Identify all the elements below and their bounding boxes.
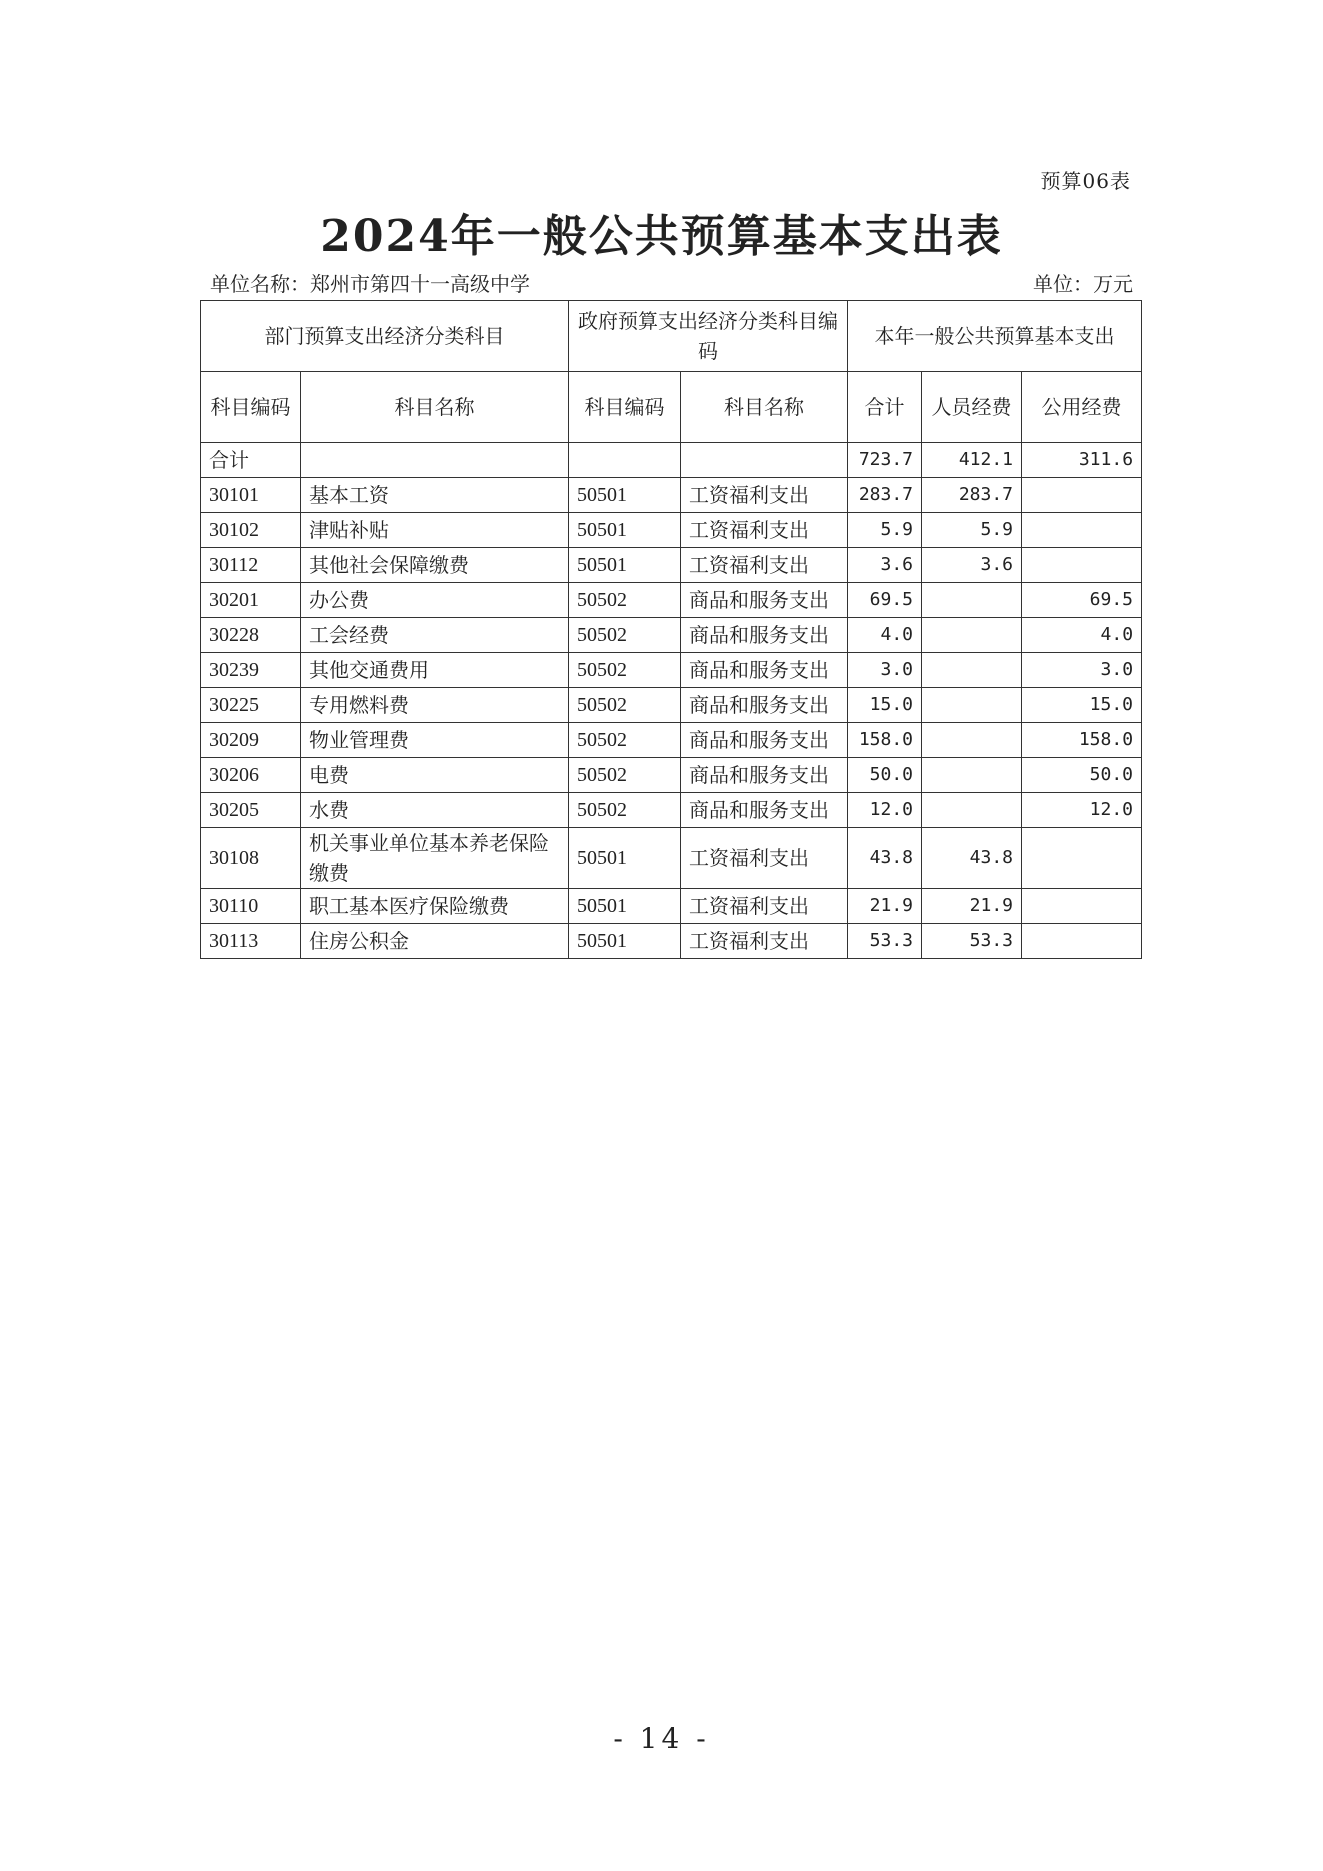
gov-name-cell: 工资福利支出 bbox=[681, 924, 848, 959]
gov-code-cell: 50502 bbox=[569, 688, 681, 723]
personnel-cell bbox=[922, 723, 1022, 758]
gov-code-cell: 50501 bbox=[569, 548, 681, 583]
public-cell bbox=[1022, 924, 1142, 959]
header-public: 公用经费 bbox=[1022, 372, 1142, 443]
gov-code-cell: 50501 bbox=[569, 924, 681, 959]
subject-code-cell: 30205 bbox=[201, 793, 301, 828]
total-sum: 723.7 bbox=[848, 443, 922, 478]
gov-name-cell: 商品和服务支出 bbox=[681, 793, 848, 828]
subject-name-cell: 机关事业单位基本养老保险缴费 bbox=[301, 828, 569, 889]
table-row bbox=[201, 513, 1142, 548]
total-cell: 21.9 bbox=[848, 889, 922, 924]
subject-code-cell: 30239 bbox=[201, 653, 301, 688]
gov-name-cell: 工资福利支出 bbox=[681, 828, 848, 889]
subject-name-cell: 职工基本医疗保险缴费 bbox=[301, 889, 569, 924]
personnel-cell bbox=[922, 583, 1022, 618]
subject-name-cell: 办公费 bbox=[301, 583, 569, 618]
header-group-row bbox=[201, 301, 1142, 372]
header-subject-name: 科目名称 bbox=[301, 372, 569, 443]
subject-code-cell: 30225 bbox=[201, 688, 301, 723]
total-personnel: 412.1 bbox=[922, 443, 1022, 478]
total-cell: 3.6 bbox=[848, 548, 922, 583]
public-cell: 3.0 bbox=[1022, 653, 1142, 688]
total-cell: 4.0 bbox=[848, 618, 922, 653]
header-gov-name: 科目名称 bbox=[681, 372, 848, 443]
public-cell: 12.0 bbox=[1022, 793, 1142, 828]
total-cell: 43.8 bbox=[848, 828, 922, 889]
total-cell: 283.7 bbox=[848, 478, 922, 513]
currency-unit: 单位：万元 bbox=[1033, 272, 1133, 296]
total-cell: 69.5 bbox=[848, 583, 922, 618]
gov-name-cell: 商品和服务支出 bbox=[681, 688, 848, 723]
gov-code-cell: 50501 bbox=[569, 513, 681, 548]
subject-code-cell: 30110 bbox=[201, 889, 301, 924]
page-title: 2024年一般公共预算基本支出表 bbox=[320, 211, 1003, 262]
gov-name-cell: 工资福利支出 bbox=[681, 889, 848, 924]
personnel-cell bbox=[922, 618, 1022, 653]
public-cell bbox=[1022, 478, 1142, 513]
total-label: 合计 bbox=[201, 443, 301, 478]
subject-name-cell: 水费 bbox=[301, 793, 569, 828]
total-cell: 50.0 bbox=[848, 758, 922, 793]
gov-name-cell: 商品和服务支出 bbox=[681, 653, 848, 688]
subject-code-cell: 30101 bbox=[201, 478, 301, 513]
subject-code-cell: 30228 bbox=[201, 618, 301, 653]
public-cell bbox=[1022, 889, 1142, 924]
public-cell bbox=[1022, 548, 1142, 583]
table-row bbox=[201, 478, 1142, 513]
subject-name-cell: 基本工资 bbox=[301, 478, 569, 513]
personnel-cell bbox=[922, 653, 1022, 688]
gov-code-cell: 50501 bbox=[569, 889, 681, 924]
header-personnel: 人员经费 bbox=[922, 372, 1022, 443]
subject-name-cell: 工会经费 bbox=[301, 618, 569, 653]
total-cell: 158.0 bbox=[848, 723, 922, 758]
public-cell bbox=[1022, 513, 1142, 548]
table-row bbox=[201, 548, 1142, 583]
personnel-cell bbox=[922, 758, 1022, 793]
subject-name-cell: 专用燃料费 bbox=[301, 688, 569, 723]
personnel-cell: 5.9 bbox=[922, 513, 1022, 548]
gov-code-cell: 50502 bbox=[569, 618, 681, 653]
gov-code-cell: 50502 bbox=[569, 583, 681, 618]
gov-name-cell: 商品和服务支出 bbox=[681, 758, 848, 793]
subject-name-cell: 津贴补贴 bbox=[301, 513, 569, 548]
budget-table bbox=[200, 300, 1142, 959]
gov-name-cell: 商品和服务支出 bbox=[681, 583, 848, 618]
unit-name: 单位名称：郑州市第四十一高级中学 bbox=[210, 272, 530, 296]
form-number: 预算06表 bbox=[1040, 169, 1131, 193]
gov-name-cell: 工资福利支出 bbox=[681, 548, 848, 583]
total-row bbox=[201, 443, 1142, 478]
header-total: 合计 bbox=[848, 372, 922, 443]
gov-code-cell: 50502 bbox=[569, 793, 681, 828]
header-column-row bbox=[201, 372, 1142, 443]
total-cell: 53.3 bbox=[848, 924, 922, 959]
table-row bbox=[201, 653, 1142, 688]
total-cell: 3.0 bbox=[848, 653, 922, 688]
table-row bbox=[201, 688, 1142, 723]
public-cell: 4.0 bbox=[1022, 618, 1142, 653]
public-cell bbox=[1022, 828, 1142, 889]
table-row bbox=[201, 723, 1142, 758]
total-cell: 12.0 bbox=[848, 793, 922, 828]
subject-code-cell: 30108 bbox=[201, 828, 301, 889]
personnel-cell: 283.7 bbox=[922, 478, 1022, 513]
personnel-cell: 3.6 bbox=[922, 548, 1022, 583]
table-row bbox=[201, 889, 1142, 924]
public-cell: 158.0 bbox=[1022, 723, 1142, 758]
total-public: 311.6 bbox=[1022, 443, 1142, 478]
public-cell: 50.0 bbox=[1022, 758, 1142, 793]
personnel-cell: 21.9 bbox=[922, 889, 1022, 924]
subject-code-cell: 30102 bbox=[201, 513, 301, 548]
header-current-group: 本年一般公共预算基本支出 bbox=[848, 301, 1142, 372]
table-row bbox=[201, 618, 1142, 653]
page-number: - 14 - bbox=[613, 1722, 710, 1755]
gov-name-cell: 工资福利支出 bbox=[681, 478, 848, 513]
table-row bbox=[201, 793, 1142, 828]
subject-name-cell: 住房公积金 bbox=[301, 924, 569, 959]
table-row bbox=[201, 758, 1142, 793]
subject-name-cell: 其他交通费用 bbox=[301, 653, 569, 688]
subject-name-cell: 电费 bbox=[301, 758, 569, 793]
personnel-cell bbox=[922, 793, 1022, 828]
subject-code-cell: 30112 bbox=[201, 548, 301, 583]
subject-code-cell: 30206 bbox=[201, 758, 301, 793]
public-cell: 15.0 bbox=[1022, 688, 1142, 723]
subject-name-cell: 其他社会保障缴费 bbox=[301, 548, 569, 583]
public-cell: 69.5 bbox=[1022, 583, 1142, 618]
table-row bbox=[201, 828, 1142, 889]
header-dept-group: 部门预算支出经济分类科目 bbox=[201, 301, 569, 372]
header-gov-group: 政府预算支出经济分类科目编码 bbox=[569, 301, 848, 372]
table-row bbox=[201, 924, 1142, 959]
header-gov-code: 科目编码 bbox=[569, 372, 681, 443]
table-row bbox=[201, 583, 1142, 618]
gov-code-cell: 50501 bbox=[569, 478, 681, 513]
personnel-cell bbox=[922, 688, 1022, 723]
gov-code-cell: 50502 bbox=[569, 758, 681, 793]
gov-code-cell: 50502 bbox=[569, 653, 681, 688]
gov-name-cell: 工资福利支出 bbox=[681, 513, 848, 548]
subject-code-cell: 30201 bbox=[201, 583, 301, 618]
subject-code-cell: 30209 bbox=[201, 723, 301, 758]
gov-name-cell: 商品和服务支出 bbox=[681, 723, 848, 758]
total-cell: 15.0 bbox=[848, 688, 922, 723]
gov-code-cell: 50502 bbox=[569, 723, 681, 758]
total-cell: 5.9 bbox=[848, 513, 922, 548]
subject-code-cell: 30113 bbox=[201, 924, 301, 959]
personnel-cell: 53.3 bbox=[922, 924, 1022, 959]
subject-name-cell: 物业管理费 bbox=[301, 723, 569, 758]
header-subject-code: 科目编码 bbox=[201, 372, 301, 443]
personnel-cell: 43.8 bbox=[922, 828, 1022, 889]
gov-name-cell: 商品和服务支出 bbox=[681, 618, 848, 653]
gov-code-cell: 50501 bbox=[569, 828, 681, 889]
